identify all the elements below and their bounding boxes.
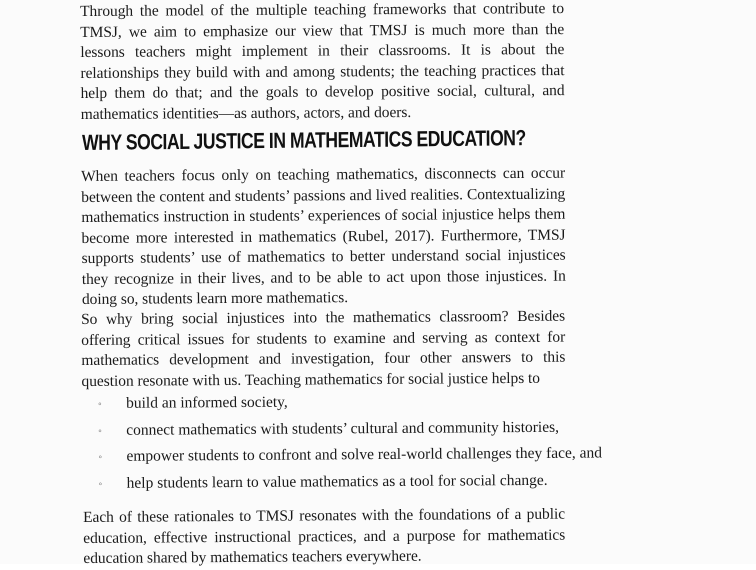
- bullet-text-3: empower students to confront and solve real-world challenges they face, and: [126, 444, 603, 465]
- intro-paragraph: Through the model of the multiple teaching frameworks that contribute to TMSJ, we aim to emphasize our view that TMSJ is much more than the lessons teachers might implement in their classrooms. It is about the relationships they build with and among students; the teaching practices that help them do that; and the goals to develop positive social, cultural, and mathematics identities—as authors, actors, and doers.: [80, 0, 565, 123]
- body-paragraph-3: Each of these rationales to TMSJ resonates with the foundations of a public education, effective instructional practices, and a purpose for mathematics education shared by mathematics teachers everywhere.: [83, 505, 566, 567]
- body-paragraph-2: So why bring social injustices into the mathematics classroom? Besides offering critical issues for students to examine and serving as context for mathematics development and investigation, four other answers to this question resonate with us. Teaching mathematics for social justice helps to: [81, 307, 566, 390]
- body-paragraph-1: When teachers focus only on teaching mathematics, disconnects can occur between the content and students’ passions and lived realities. Contextualizing mathematics instruction in students’ experiences of social injustice helps them become more interested in mathematics (Rubel, 2017). Furthermore, TMSJ supports students’ use of mathematics to better understand social injustices they recognize in their lives, and to be able to act upon those injustices. In doing so, students learn more mathematics.: [81, 164, 566, 308]
- bullet-icon: ◦: [98, 425, 102, 437]
- bullet-text-1: build an informed society,: [126, 393, 288, 412]
- bullet-icon: ◦: [98, 478, 103, 490]
- bullet-item-4: [99, 470, 603, 500]
- bullet-icon: ◦: [98, 398, 102, 410]
- section-heading: WHY SOCIAL JUSTICE IN MATHEMATICS EDUCATION?: [82, 125, 526, 155]
- bullet-item-2: [98, 417, 602, 447]
- bullet-item-3: [98, 443, 602, 473]
- bullet-icon: ◦: [98, 451, 103, 463]
- bullet-text-4: help students learn to value mathematics as a tool for social change.: [126, 471, 548, 492]
- bullet-list: [98, 390, 602, 500]
- bullet-item-1: [98, 390, 602, 420]
- bullet-text-2: connect mathematics with students’ cultural and community histories,: [126, 418, 560, 439]
